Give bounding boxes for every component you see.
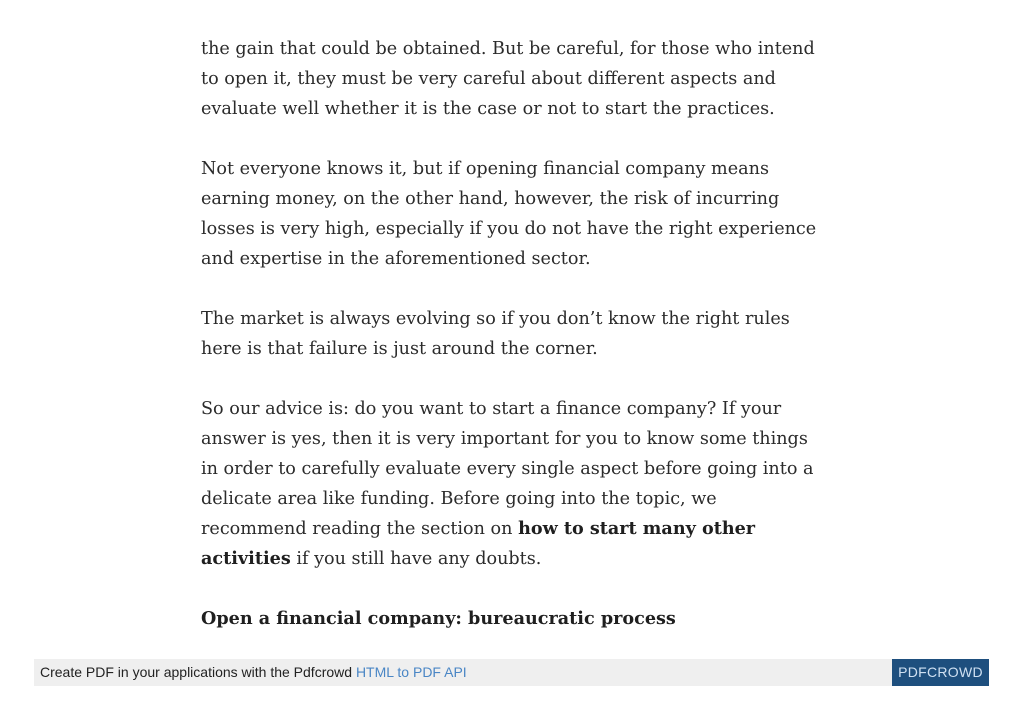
advice-paragraph [201, 394, 826, 574]
paragraph: Not everyone knows it, but if opening financial company means earning money, on the other hand, however, the risk of incurring losses is very high, especially if you do not have the right experience and expertise in the aforementioned sector. [201, 159, 817, 269]
article-body [201, 34, 826, 634]
html-to-pdf-api-link[interactable]: HTML to PDF API [355, 664, 467, 680]
section-heading: Open a financial company: bureaucratic process [201, 608, 676, 629]
pdf-footer-label: Create PDF in your applications with the Pdfcrowd [40, 664, 356, 680]
paragraph: the gain that could be obtained. But be careful, for those who intend to open it, they must be very careful about different aspects and evaluate well whether it is the case or not to start the practices. [201, 39, 815, 119]
pdf-footer-text [40, 659, 467, 686]
advice-text: So our advice is: do you want to start a finance company? If your answer is yes, then it is very important for you to know some things in order to carefully evaluate every single aspect before going into a delicate area like funding. Before going into the topic, we recommend reading the section on [201, 399, 814, 539]
advice-text-end: if you still have any doubts. [290, 549, 542, 569]
pdf-footer-bar [34, 659, 989, 686]
activities-link[interactable]: how to start many other activities [201, 518, 756, 569]
pdfcrowd-brand-button[interactable]: PDFCROWD [892, 659, 989, 686]
paragraph: The market is always evolving so if you don’t know the right rules here is that failure is just around the corner. [201, 309, 790, 359]
